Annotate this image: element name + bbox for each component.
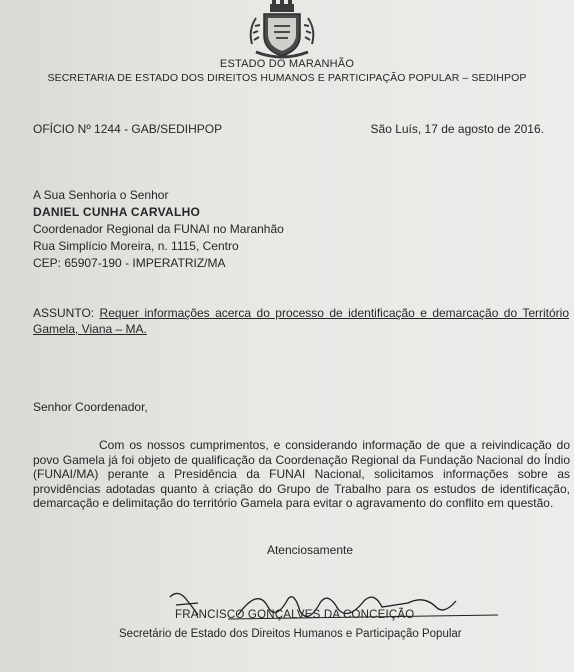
subject-line — [33, 305, 569, 337]
recipient-street: Rua Simplício Moreira, n. 1115, Centro — [33, 239, 239, 253]
subject-text: Requer informações acerca do processo de identificação e demarcação do Território Gamela, Viana – MA. — [33, 306, 570, 336]
state-coat-of-arms-icon — [246, 0, 318, 60]
state-name: ESTADO DO MARANHÃO — [219, 58, 355, 70]
recipient-name: DANIEL CUNHA CARVALHO — [33, 205, 201, 219]
signatory-title: Secretário de Estado dos Direitos Humanos e Participação Popular — [119, 628, 462, 640]
closing: Atenciosamente — [266, 543, 354, 557]
recipient-role: Coordenador Regional da FUNAI no Maranhão — [33, 222, 284, 236]
office-number: OFÍCIO Nº 1244 - GAB/SEDIHPOP — [33, 122, 223, 136]
signatory-name: FRANCISCO GONÇALVES DA CONCEIÇÃO — [175, 609, 415, 621]
recipient-postal: CEP: 65907-190 - IMPERATRIZ/MA — [33, 256, 226, 270]
greeting: Senhor Coordenador, — [33, 400, 148, 414]
letter-body: Com os nossos cumprimentos, e considerando informação de que a reivindicação do povo Gamela já foi objeto de qualificação da Coordenação Regional da Fundação Nacional do Índio (FUNAI/MA) perante a Presidência da FUNAI Nacional, solicitamos informações sobre as providências adotadas quanto à criação do Grupo de Trabalho para os estudos de identificação, demarcação e delimitação do território Gamela para evitar o agravamento do conflito em questão. — [33, 438, 570, 511]
secretariat-name: SECRETARIA DE ESTADO DOS DIREITOS HUMANOS E PARTICIPAÇÃO POPULAR – SEDIHPOP — [47, 72, 527, 84]
recipient-salutation: A Sua Senhoria o Senhor — [33, 188, 169, 202]
subject-label: ASSUNTO: — [33, 306, 95, 320]
place-date: São Luís, 17 de agosto de 2016. — [370, 122, 544, 136]
